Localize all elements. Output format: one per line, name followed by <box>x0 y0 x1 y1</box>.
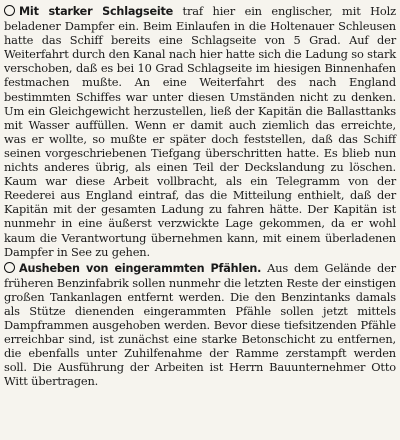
article-pfaehle <box>4 261 396 389</box>
article-body: Aus dem Gelände der früheren Benzinfabrik sollen nunmehr die letzten Reste der einstigen großen Tankanlagen entfernt werden. Die den Benzintanks damals als Stütze dienenden eingerammten Pfähle sollen jetzt mittels Dampframmen ausgehoben werden. Bevor diese tiefsitzenden Pfähle erreichbar sind, ist zunächst eine starke Betonschicht zu entfernen, die ebenfalls unter Zuhilfenahme der Ramme zerstampft werden soll. Die Ausführung der Arbeiten ist Herrn Bauunternehmer Otto Witt übertragen. <box>4 260 396 389</box>
article-body: traf hier ein englischer, mit Holz beladener Dampfer ein. Beim Einlaufen in die Holtenauer Schleusen hatte das Schiff bereits eine Schlagseite von 5 Grad. Auf der Weiterfahrt durch den Kanal nach hier hatte sich die Ladung so stark verschoben, daß es bei 10 Grad Schlagseite im hiesigen Binnenhafen festmachen mußte. An eine Weiterfahrt des nach England bestimmten Schiffes war unter diesen Umständen nicht zu denken. Um ein Gleichgewicht herzustellen, ließ der Kapitän die Ballasttanks mit Wasser auffüllen. Wenn er damit auch ziemlich das erreichte, was er wollte, so mußte er später doch feststellen, daß das Schiff seinen vorgeschriebenen Tiefgang überschritten hatte. Es blieb nun nichts anderes übrig, als einen Teil der Deckslandung zu löschen. Kaum war diese Arbeit vollbracht, als ein Telegramm von der Reederei aus England eintraf, das die Mitteilung enthielt, daß der Kapitän mit der gesamten Ladung zu fahren hätte. Der Kapitän ist nunmehr in eine äußerst verzwickte Lage gekommen, da er wohl kaum die Verantwortung übernehmen kann, mit einem überladenen Dampfer in See zu gehen. <box>4 4 396 259</box>
circle-bullet-icon <box>4 5 15 16</box>
article-schlagseite <box>4 4 396 259</box>
article-paragraph <box>4 261 396 389</box>
article-headline: Mit starker Schlagseite <box>19 5 174 18</box>
article-headline: Ausheben von eingerammten Pfählen. <box>19 261 262 275</box>
circle-bullet-icon <box>4 262 15 273</box>
article-paragraph <box>4 4 396 259</box>
